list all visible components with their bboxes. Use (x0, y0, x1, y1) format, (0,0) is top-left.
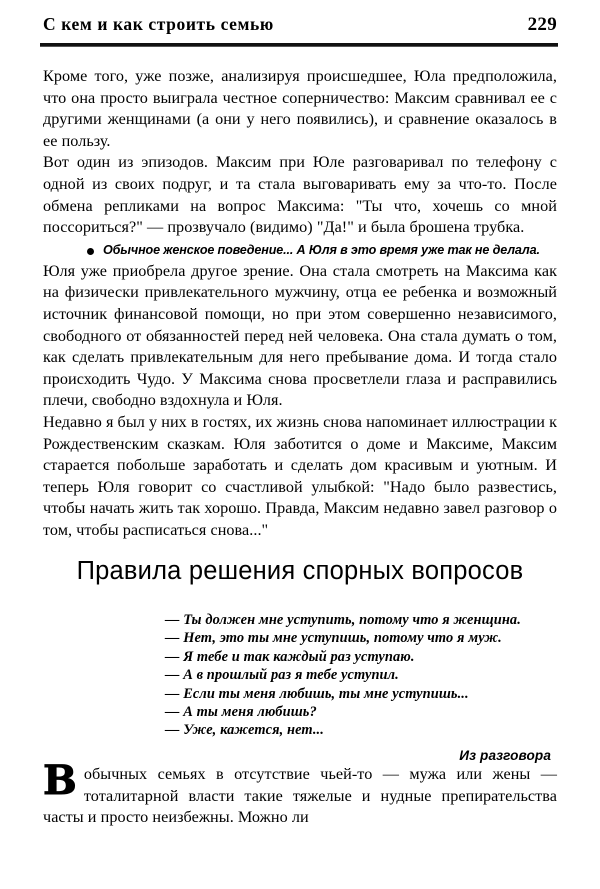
running-head (43, 14, 557, 36)
closing-text: обычных семьях в отсутствие чьей-то — мужа или жены — тоталитарной власти такие тяжелые и нудные препирательства часты и просто неизбежны. Можно ли (43, 765, 557, 827)
paragraph: Кроме того, уже позже, анализируя происшедшее, Юла предположила, что она просто выиграла честное соперничество: Максим сравнивал ее с другими женщинами (а они у него появились), и сравнение оказалось в ее пользу. (43, 67, 557, 150)
epigraph-line: — Уже, кажется, нет... (165, 722, 324, 739)
epigraph-line: — А в прошлый раз я тебе уступил. (165, 667, 399, 684)
paragraph: Вот один из эпизодов. Максим при Юле разговаривал по телефону с одной из своих подруг, и та стала выговаривать ему за что-то. После обмена репликами на вопрос Максима: "Ты что, хочешь со мной поссориться?" — прозвучало (видимо) "Да!" и была брошена трубка. (43, 153, 557, 237)
closing-paragraph (43, 757, 557, 829)
section-heading: Правила решения спорных вопросов (76, 557, 524, 585)
running-head-title: С кем и как строить семью (43, 14, 274, 34)
paragraph: Недавно я был у них в гостях, их жизнь снова напоминает иллюстрации к Рождественским сказкам. Юля заботится о доме и Максиме, Максим старается побольше заработать и сделать дом красивым и уютным. И теперь Юля говорит со счастливой улыбкой: "Надо было развестись, чтобы начать жить так хорошо. Правда, Максим недавно завел разговор о том, чтобы расписаться снова..." (43, 412, 557, 539)
bullet-remark (43, 242, 557, 258)
page-number: 229 (527, 14, 557, 35)
bullet-icon (87, 248, 94, 255)
header-rule (40, 43, 558, 47)
body-content (43, 66, 557, 541)
epigraph-source: Из разговора (459, 747, 551, 763)
epigraph-line: — Нет, это ты мне уступишь, потому что я муж. (165, 630, 502, 647)
bullet-remark-text: Обычное женское поведение... А Юля в это время уже так не делала. (103, 242, 540, 257)
epigraph-line: — А ты меня любишь? (165, 704, 317, 721)
paragraph: Юля уже приобрела другое зрение. Она стала смотреть на Максима как на физически привлекательного мужчину, отца ее ребенка и возможный источник финансовой помощи, но при этом совершенно независимого, свободного от обязанностей перед ней человека. Она стала думать о том, как сделать привлекательным для него пребывание дома. И тогда стало происходить Чудо. У Максима снова просветлели глаза и расправились плечи, свободно вздохнула и Юля. (43, 261, 557, 410)
epigraph (165, 611, 557, 764)
epigraph-line: — Ты должен мне уступить, потому что я женщина. (165, 612, 521, 628)
epigraph-line: — Если ты меня любишь, ты мне уступишь... (165, 685, 469, 702)
drop-cap: В (43, 757, 77, 804)
closing-text-block (43, 757, 557, 829)
epigraph-line: — Я тебе и так каждый раз уступаю. (165, 648, 415, 665)
